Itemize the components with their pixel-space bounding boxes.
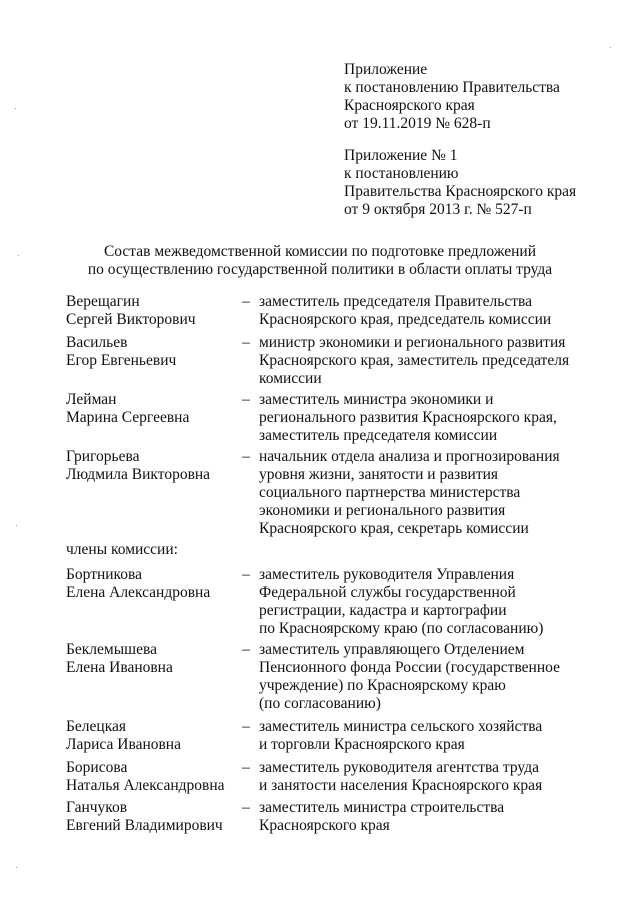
member-name: [66, 799, 236, 835]
role-line: социального партнерства министерства: [259, 484, 521, 501]
appendix-1-line: к постановлению Правительства: [344, 79, 560, 96]
role-line: по Красноярскому краю (по согласованию): [259, 620, 544, 637]
role-line: и торговли Красноярского края: [259, 736, 465, 753]
scan-speck: [16, 525, 17, 526]
member-role: [259, 641, 589, 713]
given-names: Марина Сергеевна: [66, 409, 190, 426]
title-line: Состав межведомственной комиссии по подготовке предложений: [103, 243, 537, 260]
member-name: [66, 448, 236, 484]
member-name: [66, 293, 236, 329]
role-line: учреждение) по Красноярскому краю: [259, 677, 506, 694]
appendix-2-line: Приложение № 1: [344, 147, 458, 164]
appendix-2-line: от 9 октября 2013 г. № 527-п: [344, 201, 532, 218]
dash-separator: –: [242, 334, 250, 351]
appendix-1-line: от 19.11.2019 № 628-п: [344, 115, 491, 132]
member-role: [259, 759, 589, 795]
role-line: заместитель министра строительства: [259, 799, 505, 816]
role-line: экономики и регионального развития: [259, 502, 506, 519]
surname: Лейман: [66, 391, 117, 408]
role-line: (по согласованию): [259, 695, 381, 712]
appendix-header-2: [344, 147, 634, 219]
role-line: заместитель председателя комиссии: [259, 427, 498, 444]
dash-separator: –: [242, 718, 250, 735]
role-line: заместитель управляющего Отделением: [259, 641, 525, 658]
member-name: [66, 334, 236, 370]
role-line: заместитель руководителя агентства труда: [259, 759, 539, 776]
appendix-2-line: к постановлению: [344, 165, 459, 182]
surname: Верещагин: [66, 293, 140, 310]
given-names: Наталья Александровна: [66, 777, 225, 794]
role-line: заместитель министра экономики и: [259, 391, 494, 408]
scan-speck: [16, 867, 17, 868]
appendix-2-line: Правительства Красноярского края: [344, 183, 577, 200]
dash-separator: –: [242, 566, 250, 583]
member-role: [259, 391, 589, 445]
members-label: члены комиссии:: [66, 541, 178, 558]
member-name: [66, 641, 236, 677]
surname: Васильев: [66, 334, 128, 351]
role-line: заместитель министра сельского хозяйства: [259, 718, 543, 735]
member-role: [259, 799, 589, 835]
given-names: Евгений Владимирович: [66, 817, 223, 834]
surname: Григорьева: [66, 448, 140, 465]
member-name: [66, 718, 236, 754]
dash-separator: –: [242, 799, 250, 816]
title-line: по осуществлению государственной политики в области оплаты труда: [87, 261, 553, 278]
scan-speck: [15, 108, 16, 109]
member-role: [259, 566, 589, 638]
appendix-header-1: [344, 61, 634, 133]
appendix-1-line: Приложение: [344, 61, 428, 78]
surname: Беклемышева: [66, 641, 157, 658]
member-role: [259, 718, 589, 754]
member-role: [259, 448, 589, 538]
dash-separator: –: [242, 391, 250, 408]
role-line: регионального развития Красноярского края,: [259, 409, 557, 426]
given-names: Людмила Викторовна: [66, 466, 211, 483]
member-name: [66, 391, 236, 427]
surname: Бортникова: [66, 566, 143, 583]
role-line: уровня жизни, занятости и развития: [259, 466, 499, 483]
scan-speck: [18, 255, 19, 256]
role-line: начальник отдела анализа и прогнозирования: [259, 448, 560, 465]
role-line: Пенсионного фонда России (государственное: [259, 659, 560, 676]
role-line: Красноярского края, председатель комиссии: [259, 311, 552, 328]
role-line: Красноярского края, заместитель председателя: [259, 352, 570, 369]
role-line: заместитель руководителя Управления: [259, 566, 515, 583]
dash-separator: –: [242, 448, 250, 465]
scan-speck: [610, 47, 611, 48]
given-names: Елена Ивановна: [66, 659, 173, 676]
given-names: Егор Евгеньевич: [66, 352, 177, 369]
given-names: Лариса Ивановна: [66, 736, 181, 753]
surname: Ганчуков: [66, 799, 128, 816]
surname: Белецкая: [66, 718, 126, 735]
dash-separator: –: [242, 759, 250, 776]
role-line: Красноярского края: [259, 817, 390, 834]
role-line: и занятости населения Красноярского края: [259, 777, 543, 794]
role-line: Федеральной службы государственной: [259, 584, 516, 601]
role-line: заместитель председателя Правительства: [259, 293, 533, 310]
surname: Борисова: [66, 759, 128, 776]
role-line: регистрации, кадастра и картографии: [259, 602, 507, 619]
member-name: [66, 566, 236, 602]
dash-separator: –: [242, 641, 250, 658]
role-line: Красноярского края, секретарь комиссии: [259, 520, 529, 537]
dash-separator: –: [242, 293, 250, 310]
member-role: [259, 334, 589, 388]
given-names: Сергей Викторович: [66, 311, 196, 328]
role-line: комиссии: [259, 370, 322, 387]
role-line: министр экономики и регионального развития: [259, 334, 566, 351]
member-name: [66, 759, 236, 795]
document-title: [0, 243, 640, 279]
member-role: [259, 293, 589, 329]
given-names: Елена Александровна: [66, 584, 211, 601]
appendix-1-line: Красноярского края: [344, 97, 475, 114]
